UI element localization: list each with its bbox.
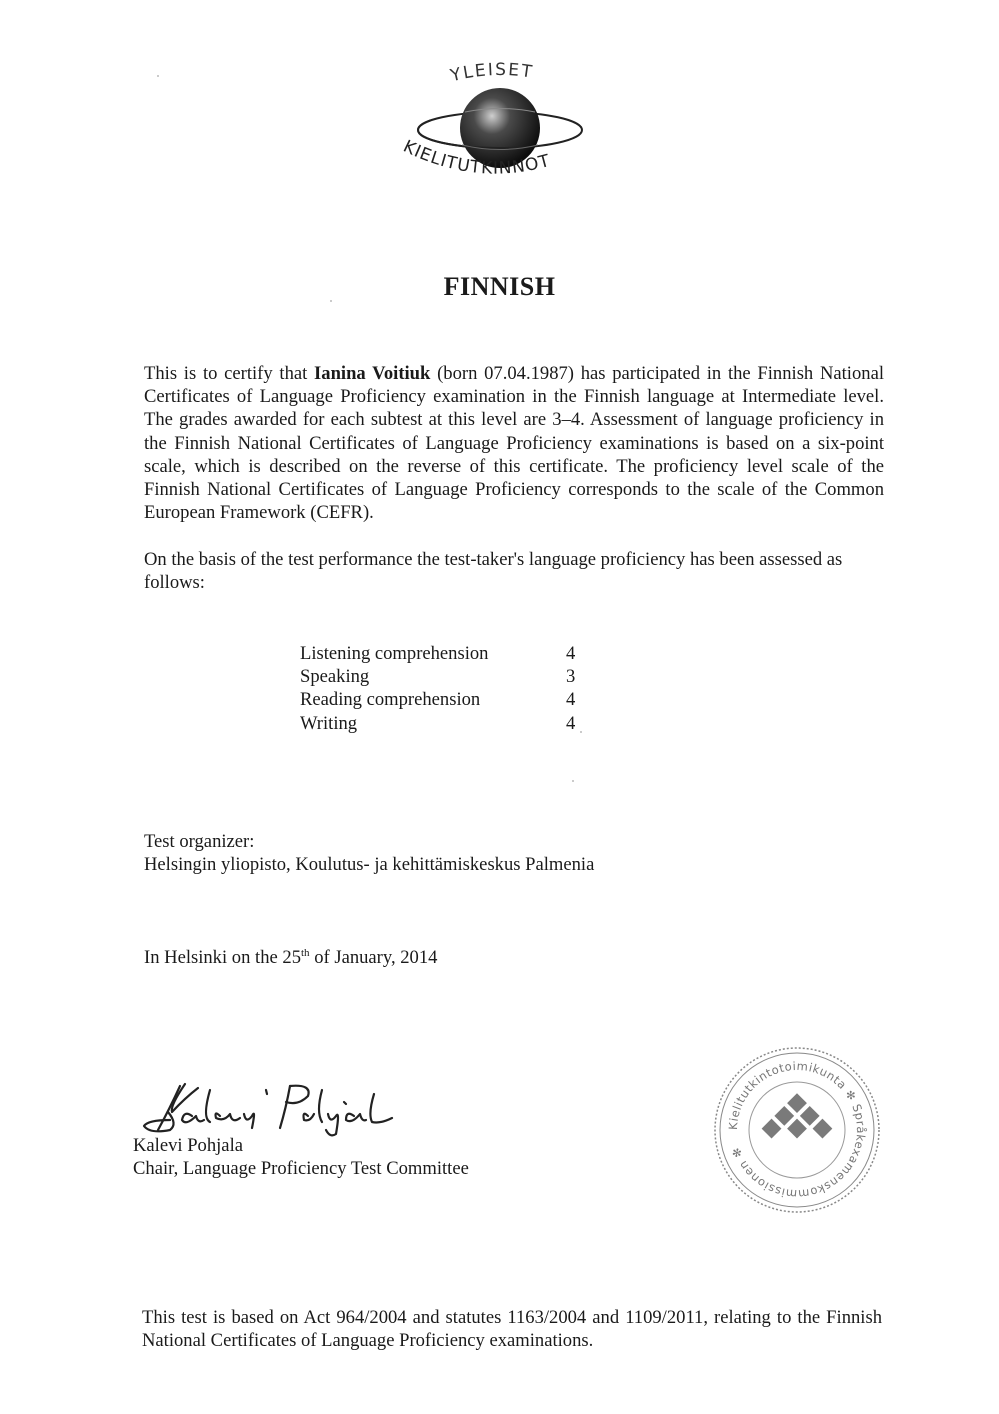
signer-name: Kalevi Pohjala xyxy=(133,1135,243,1156)
certify-lead: This is to certify that xyxy=(144,363,308,384)
grade-value: 4 xyxy=(566,689,576,711)
yleiset-kielitutkinnot-logo xyxy=(380,50,620,210)
grade-value: 4 xyxy=(566,712,576,734)
test-organizer xyxy=(144,830,594,876)
organizer-label: Test organizer: xyxy=(144,831,255,852)
grade-subject: Speaking xyxy=(300,666,370,688)
place-date-prefix: In Helsinki on the 25 xyxy=(144,947,301,968)
page-title: FINNISH xyxy=(443,272,556,301)
place-date xyxy=(144,946,437,969)
stamp-ring-text: Kielitutkintotoimikunta ✻ Språkexamenskommissionen ✻ xyxy=(725,1058,869,1202)
scan-speck xyxy=(330,300,332,302)
grade-row xyxy=(300,665,586,688)
grade-row xyxy=(300,712,586,735)
grade-subject: Writing xyxy=(300,712,358,734)
grade-subject: Listening comprehension xyxy=(300,643,489,664)
scan-speck xyxy=(157,75,159,77)
certification-paragraph xyxy=(144,362,884,524)
logo-bottom-text: KIELITUTKINNOT xyxy=(399,136,553,179)
candidate-name: Ianina Voitiuk xyxy=(314,363,431,384)
signer-block xyxy=(133,1134,469,1180)
certify-rest: (born 07.04.1987) has participated in the Finnish National Certificates of Language Proficiency examination in the Finnish language at Intermediate level. The grades awarded for each subtest at this level are 3–4. Assessment of language proficiency in the Finnish National Certificates of Language Proficiency examinations is based on a six-point scale, which is described on the reverse of this certificate. The proficiency level scale of the Finnish National Certificates of Language Proficiency corresponds to the scale of the Common European Framework (CEFR). xyxy=(144,363,884,524)
official-stamp xyxy=(712,1045,882,1215)
place-date-ordinal: th xyxy=(301,947,310,959)
grade-value: 3 xyxy=(566,666,576,688)
grade-row xyxy=(300,642,586,665)
grade-value: 4 xyxy=(566,643,576,664)
signature xyxy=(140,1068,400,1138)
assessment-intro: On the basis of the test performance the test-taker's language proficiency has been assessed as follows: xyxy=(144,549,843,594)
place-date-rest: of January, 2014 xyxy=(309,947,438,968)
svg-text:YLEISET xyxy=(448,60,535,86)
legal-footer: This test is based on Act 964/2004 and statutes 1163/2004 and 1109/2011, relating to the Finnish National Certificates of Language Proficiency examinations. xyxy=(142,1307,882,1352)
scan-speck xyxy=(572,780,574,782)
signer-title: Chair, Language Proficiency Test Committee xyxy=(133,1158,469,1180)
organizer-value: Helsingin yliopisto, Koulutus- ja kehittämiskeskus Palmenia xyxy=(144,854,595,876)
grade-subject: Reading comprehension xyxy=(300,689,481,711)
grades-table xyxy=(300,642,586,735)
grade-row xyxy=(300,688,586,711)
logo-top-text: YLEISET xyxy=(448,59,535,87)
scan-speck xyxy=(580,731,582,733)
